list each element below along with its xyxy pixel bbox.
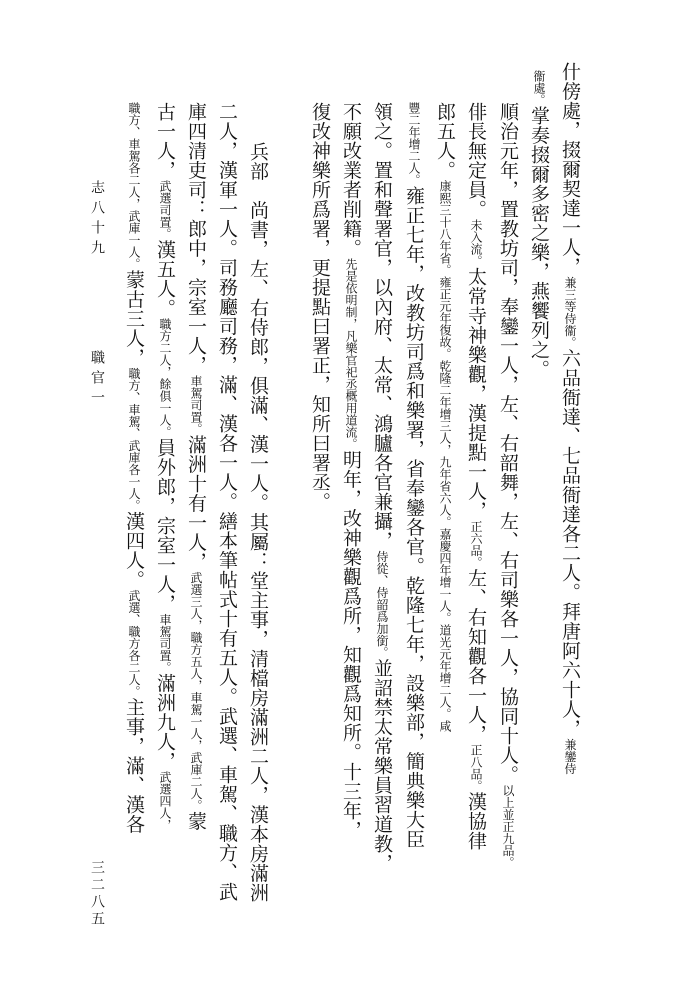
column-text: 二人，漢軍一人。司務廳司務，滿、漢各一人。繕本筆帖式十有五人。武選、車駕、職方、武	[216, 102, 238, 902]
column-note: 車駕司置。	[189, 375, 203, 435]
column-text: 復改神樂所爲署，更提點曰署正，知所曰署丞。	[309, 102, 331, 512]
column-text: 六品衙達、七品衙達各二人。拜唐阿六十人，	[559, 348, 581, 739]
text-column-4	[466, 102, 485, 851]
column-text: 員外郎，宗室一人，	[154, 438, 176, 614]
column-note: 未入流。	[469, 219, 483, 267]
text-column-9	[310, 102, 329, 512]
page-number: 三二八五	[89, 860, 105, 928]
column-text: 太常寺神樂觀，漢提點一人，	[465, 267, 487, 521]
text-column-8	[341, 102, 360, 840]
column-text: 兵部 尚書，左、右侍郎，俱滿、漢一人。其屬：堂主事，清檔房滿洲二人，漢本房滿洲	[247, 142, 269, 903]
column-text: 主事，滿、漢各	[123, 697, 145, 834]
text-column-5	[435, 102, 454, 732]
text-column-13	[155, 102, 174, 831]
column-text: 郎五人。	[434, 102, 456, 180]
column-note: 衞處。	[532, 70, 546, 106]
text-column-12	[186, 102, 205, 831]
column-text: 庫四清吏司：郎中，宗室一人，	[185, 102, 207, 375]
column-text: 漢協律	[465, 792, 487, 851]
column-note: 車駕司置。	[158, 613, 172, 674]
column-note: 侍從、侍韶爲加銜。	[375, 550, 389, 659]
column-text: 雍正七年，改教坊司爲和樂署，省奉鑾各官。乾隆七年，設樂部，簡典樂大臣	[403, 186, 425, 849]
text-column-7	[372, 102, 391, 873]
text-column-6	[404, 102, 423, 849]
column-note: 正六品。	[469, 520, 483, 569]
column-note: 以上並正九品。	[501, 784, 515, 869]
text-column-14	[124, 102, 143, 834]
column-text: 古一人，	[154, 102, 176, 180]
column-text: 滿洲九人，	[154, 673, 176, 771]
column-note: 武選三人，職方五人，車駕一人，武庫二人。	[189, 571, 203, 812]
running-header-section: 職官一	[89, 350, 105, 410]
column-note: 武選、職方各二人。	[127, 589, 141, 698]
column-note: 職方、車駕、武庫各一人。	[127, 367, 141, 512]
text-column-1	[560, 62, 579, 775]
column-text: 並詔禁太常樂員習道教，	[371, 658, 393, 873]
column-text: 左、右知觀各一人，	[465, 568, 487, 744]
column-text: 蒙古三人，	[123, 270, 145, 368]
column-text: 什傍處，掇爾契達一人，	[559, 62, 581, 277]
column-text: 不願改業者削籍。	[340, 102, 362, 258]
column-note: 正八品。	[469, 744, 483, 792]
text-column-2	[529, 70, 548, 379]
column-note: 豐二年增二人。	[407, 102, 421, 186]
column-note: 職方二人，餘俱一人。	[158, 318, 172, 438]
column-text: 領之。置和聲署官，以內府、太常、鴻臚各官兼攝，	[371, 102, 393, 551]
column-text: 滿洲十有一人，	[185, 435, 207, 572]
column-text: 漢五人。	[154, 240, 176, 318]
text-column-3	[498, 102, 517, 869]
column-note: 兼三等侍衞。	[563, 276, 577, 349]
column-text: 俳長無定員。	[465, 102, 487, 219]
column-text: 明年，改神樂觀爲所，知觀爲知所。十三年，	[340, 450, 362, 840]
running-header	[87, 180, 107, 410]
text-column-10	[248, 142, 267, 903]
column-text: 掌奏掇爾多密之樂，燕饗列之。	[528, 106, 550, 379]
text-column-11	[217, 102, 236, 902]
column-note: 康熙三十八年省。雍正元年復故。乾隆二年增三人，九年省六人。嘉慶四年增一人。道光元年增二人。咸	[438, 180, 452, 732]
column-note: 武選司置。	[158, 180, 172, 240]
column-note: 職方、車駕各二人，武庫一人。	[127, 102, 141, 270]
column-note: 武選四人，	[158, 771, 172, 831]
column-note: 先是依明制，凡樂官祀丞概用道流。	[344, 258, 358, 450]
running-header-title: 志八十九	[89, 180, 105, 260]
column-text: 漢四人。	[123, 511, 145, 590]
column-note: 兼鑾侍	[563, 738, 577, 775]
column-text: 順治元年，置教坊司，奉鑾一人，左、右韶舞，左、右司樂各一人，協同十人。	[497, 102, 519, 785]
column-text: 蒙	[185, 811, 207, 831]
